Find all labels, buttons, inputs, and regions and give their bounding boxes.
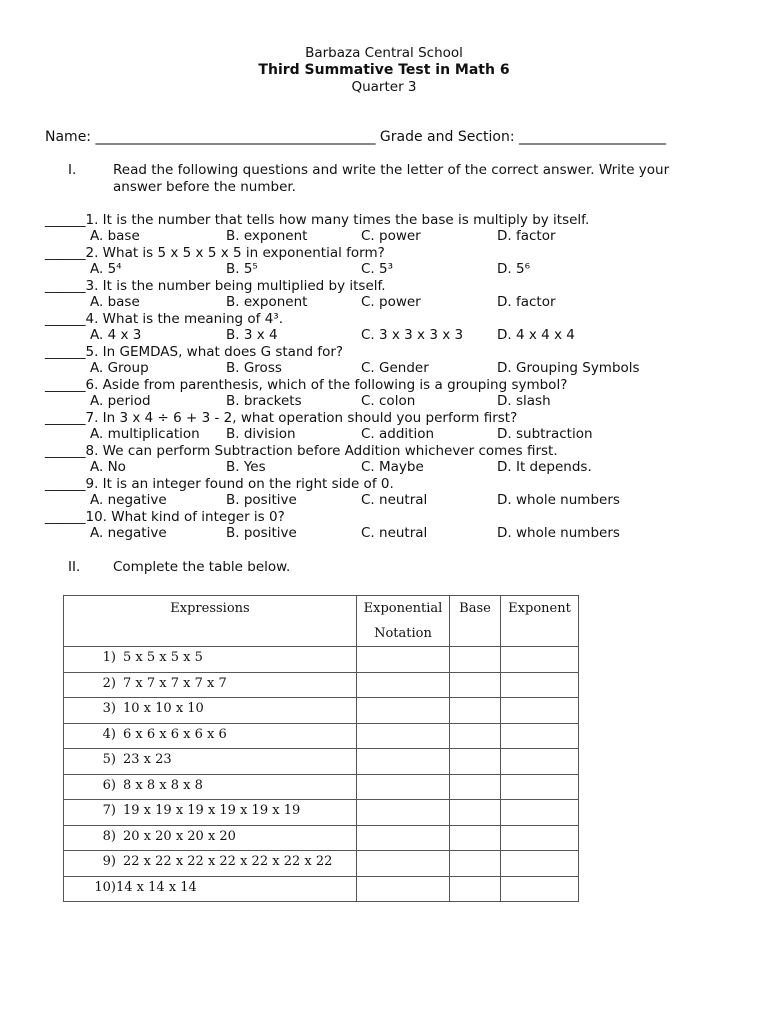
exponential-notation-cell[interactable] xyxy=(357,723,450,749)
school-name: Barbaza Central School xyxy=(305,45,463,61)
option-d: D. factor xyxy=(497,228,556,244)
option-d: D. subtraction xyxy=(497,426,593,442)
expression-text: 23 x 23 xyxy=(123,752,172,767)
option-b: B. 5⁵ xyxy=(226,261,258,277)
option-a: A. base xyxy=(90,228,140,244)
part2-instruction: Complete the table below. xyxy=(113,559,291,575)
exponential-notation-cell[interactable] xyxy=(357,876,450,902)
exponent-table xyxy=(63,595,579,902)
expression-text: 8 x 8 x 8 x 8 xyxy=(123,777,203,793)
table-row xyxy=(64,825,579,851)
option-c: C. power xyxy=(361,228,421,244)
option-b: B. exponent xyxy=(226,294,308,310)
option-a: A. base xyxy=(90,294,140,310)
expression-text: 19 x 19 x 19 x 19 x 19 x 19 xyxy=(123,803,301,818)
expression-cell xyxy=(64,876,357,902)
header-expressions: Expressions xyxy=(64,596,357,647)
base-cell[interactable] xyxy=(450,851,501,877)
header-exponent: Exponent xyxy=(501,596,579,647)
expression-cell xyxy=(64,698,357,724)
base-cell[interactable] xyxy=(450,800,501,826)
question-6: ______6. Aside from parenthesis, which of the following is a grouping symbol? xyxy=(45,377,568,393)
expression-cell xyxy=(64,851,357,877)
table-row xyxy=(64,876,579,902)
exponential-notation-cell[interactable] xyxy=(357,825,450,851)
option-c: C. power xyxy=(361,294,421,310)
table-header-row xyxy=(64,596,579,647)
option-c: C. Gender xyxy=(361,360,429,376)
table-row xyxy=(64,851,579,877)
option-a: A. multiplication xyxy=(90,426,200,442)
part1-instruction-line1: Read the following questions and write the letter of the correct answer. Write your xyxy=(113,162,670,178)
row-number: 3) xyxy=(102,701,116,716)
table-row xyxy=(64,672,579,698)
expression-cell xyxy=(64,672,357,698)
part1-instruction-line2: answer before the number. xyxy=(113,179,296,195)
option-d: D. It depends. xyxy=(497,459,592,475)
question-2: ______2. What is 5 x 5 x 5 x 5 in exponential form? xyxy=(45,245,385,261)
exponent-cell[interactable] xyxy=(501,698,579,724)
expression-text: 10 x 10 x 10 xyxy=(123,701,204,716)
row-number: 10) xyxy=(94,879,116,895)
header-exponential-notation xyxy=(357,596,450,647)
exponent-cell[interactable] xyxy=(501,876,579,902)
exponential-notation-cell[interactable] xyxy=(357,800,450,826)
option-d: D. slash xyxy=(497,393,551,409)
option-d: D. whole numbers xyxy=(497,525,620,541)
expression-cell xyxy=(64,774,357,800)
row-number: 6) xyxy=(102,777,116,793)
table-row xyxy=(64,774,579,800)
part2-numeral: II. xyxy=(68,559,81,575)
expression-text: 6 x 6 x 6 x 6 x 6 xyxy=(123,726,227,742)
row-number: 9) xyxy=(102,854,116,869)
option-b: B. positive xyxy=(226,492,297,508)
option-b: B. Gross xyxy=(226,360,282,376)
option-a: A. 5⁴ xyxy=(90,261,122,277)
option-c: C. 3 x 3 x 3 x 3 xyxy=(361,327,464,343)
exponential-notation-cell[interactable] xyxy=(357,774,450,800)
option-c: C. neutral xyxy=(361,525,428,541)
expression-cell xyxy=(64,647,357,673)
exponential-notation-cell[interactable] xyxy=(357,647,450,673)
option-d: D. whole numbers xyxy=(497,492,620,508)
table-row xyxy=(64,647,579,673)
option-b: B. positive xyxy=(226,525,297,541)
question-3: ______3. It is the number being multiplied by itself. xyxy=(45,278,386,294)
base-cell[interactable] xyxy=(450,825,501,851)
question-7: ______7. In 3 x 4 ÷ 6 + 3 - 2, what operation should you perform first? xyxy=(45,410,518,426)
exponent-cell[interactable] xyxy=(501,723,579,749)
question-5: ______5. In GEMDAS, what does G stand for? xyxy=(45,344,344,360)
table-row xyxy=(64,749,579,775)
exponential-notation-cell[interactable] xyxy=(357,749,450,775)
base-cell[interactable] xyxy=(450,749,501,775)
exponent-cell[interactable] xyxy=(501,749,579,775)
row-number: 2) xyxy=(102,675,116,691)
exponent-cell[interactable] xyxy=(501,825,579,851)
expression-text: 20 x 20 x 20 x 20 xyxy=(123,828,236,844)
option-b: B. division xyxy=(226,426,296,442)
row-number: 7) xyxy=(102,803,116,818)
expression-text: 14 x 14 x 14 xyxy=(116,879,197,895)
question-8: ______8. We can perform Subtraction before Addition whichever comes first. xyxy=(45,443,558,459)
row-number: 1) xyxy=(102,650,116,665)
header-exponential-line2: Notation xyxy=(374,626,432,641)
header-exponential-line1: Exponential xyxy=(363,601,443,616)
exponent-cell[interactable] xyxy=(501,800,579,826)
row-number: 5) xyxy=(102,752,116,767)
option-c: C. 5³ xyxy=(361,261,394,277)
option-c: C. Maybe xyxy=(361,459,424,475)
option-b: B. Yes xyxy=(226,459,266,475)
exponential-notation-cell[interactable] xyxy=(357,672,450,698)
option-a: A. negative xyxy=(90,492,167,508)
option-b: B. exponent xyxy=(226,228,308,244)
quarter-label: Quarter 3 xyxy=(351,79,417,95)
base-cell[interactable] xyxy=(450,774,501,800)
base-cell[interactable] xyxy=(450,876,501,902)
expression-cell xyxy=(64,723,357,749)
expression-cell xyxy=(64,800,357,826)
question-9: ______9. It is an integer found on the right side of 0. xyxy=(45,476,394,492)
option-a: A. No xyxy=(90,459,126,475)
header-base: Base xyxy=(450,596,501,647)
expression-text: 22 x 22 x 22 x 22 x 22 x 22 x 22 xyxy=(123,854,333,869)
expression-cell xyxy=(64,749,357,775)
question-4: ______4. What is the meaning of 4³. xyxy=(45,311,284,327)
option-b: B. 3 x 4 xyxy=(226,327,278,343)
base-cell[interactable] xyxy=(450,723,501,749)
row-number: 4) xyxy=(102,726,116,742)
base-cell[interactable] xyxy=(450,672,501,698)
option-b: B. brackets xyxy=(226,393,302,409)
option-d: D. 4 x 4 x 4 xyxy=(497,327,575,343)
part1-numeral: I. xyxy=(68,162,77,178)
base-cell[interactable] xyxy=(450,647,501,673)
exponent-cell[interactable] xyxy=(501,851,579,877)
question-1: ______1. It is the number that tells how many times the base is multiply by itself. xyxy=(45,212,590,228)
exponent-cell[interactable] xyxy=(501,774,579,800)
option-c: C. addition xyxy=(361,426,435,442)
expression-text: 7 x 7 x 7 x 7 x 7 xyxy=(123,675,227,691)
row-number: 8) xyxy=(102,828,116,844)
table-row xyxy=(64,698,579,724)
option-d: D. Grouping Symbols xyxy=(497,360,640,376)
option-a: A. 4 x 3 xyxy=(90,327,142,343)
base-cell[interactable] xyxy=(450,698,501,724)
option-d: D. 5⁶ xyxy=(497,261,530,277)
test-title: Third Summative Test in Math 6 xyxy=(258,62,510,78)
name-grade-line: Name: ________________________________________ Grade and Section: _____________________ xyxy=(45,129,667,145)
option-d: D. factor xyxy=(497,294,556,310)
expression-text: 5 x 5 x 5 x 5 xyxy=(123,650,203,665)
exponent-cell[interactable] xyxy=(501,672,579,698)
option-a: A. period xyxy=(90,393,151,409)
expression-cell xyxy=(64,825,357,851)
option-a: A. negative xyxy=(90,525,167,541)
table-row xyxy=(64,800,579,826)
exponential-notation-cell[interactable] xyxy=(357,698,450,724)
option-a: A. Group xyxy=(90,360,149,376)
exponential-notation-cell[interactable] xyxy=(357,851,450,877)
exponent-cell[interactable] xyxy=(501,647,579,673)
option-c: C. colon xyxy=(361,393,416,409)
option-c: C. neutral xyxy=(361,492,428,508)
question-10: ______10. What kind of integer is 0? xyxy=(45,509,285,525)
table-row xyxy=(64,723,579,749)
